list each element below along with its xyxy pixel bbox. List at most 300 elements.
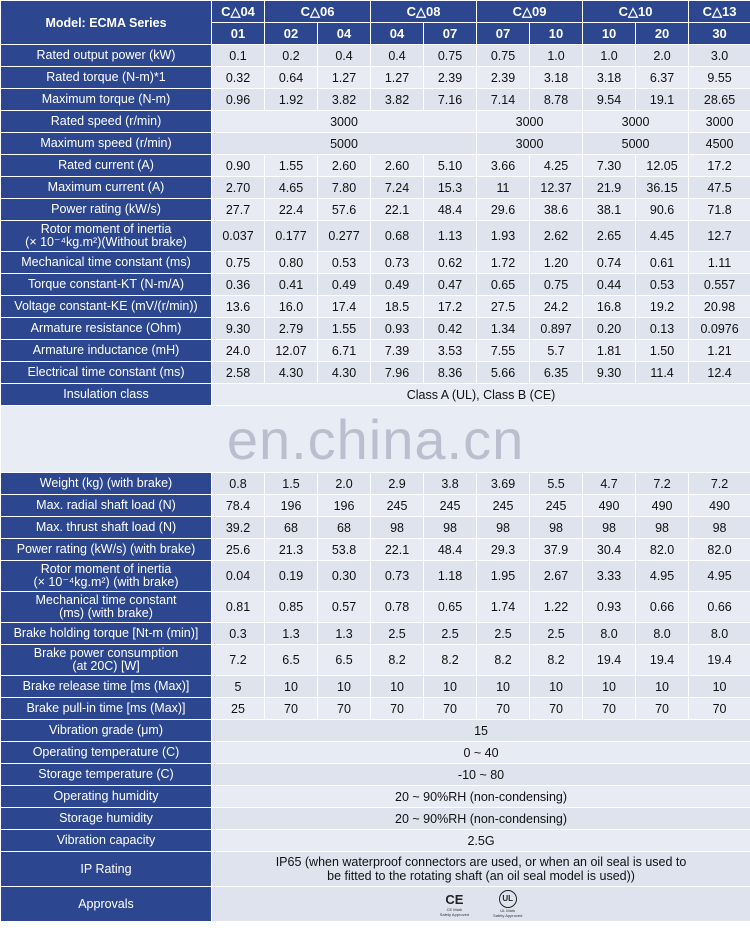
value-cell: 17.2 <box>424 296 477 318</box>
value-cell: 0.41 <box>265 274 318 296</box>
value-cell: 6.5 <box>265 645 318 676</box>
row-label: Storage temperature (C) <box>1 764 212 786</box>
table-row <box>1 296 750 318</box>
value-cell: 0.75 <box>477 45 530 67</box>
table-row <box>1 742 750 764</box>
value-cell: 68 <box>318 517 371 539</box>
table-row <box>1 45 750 67</box>
value-cell: 5.10 <box>424 155 477 177</box>
value-cell: 0.3 <box>212 623 265 645</box>
model-number-header: 07 <box>477 23 530 45</box>
value-cell: 3000 <box>477 111 583 133</box>
watermark-band <box>1 406 750 473</box>
table-row <box>1 592 750 623</box>
value-cell: 2.58 <box>212 362 265 384</box>
value-cell: 3000 <box>212 111 477 133</box>
value-cell: 47.5 <box>689 177 750 199</box>
value-cell: 7.2 <box>212 645 265 676</box>
value-cell: 5000 <box>212 133 477 155</box>
watermark-text: en.china.cn <box>226 407 525 471</box>
value-cell: 38.1 <box>583 199 636 221</box>
value-cell: 5 <box>212 676 265 698</box>
value-cell: 20 ~ 90%RH (non-condensing) <box>212 786 750 808</box>
value-cell: 2.0 <box>636 45 689 67</box>
value-cell: 22.1 <box>371 199 424 221</box>
value-cell: 1.93 <box>477 221 530 252</box>
value-cell: 2.39 <box>477 67 530 89</box>
value-cell: 48.4 <box>424 199 477 221</box>
value-cell: 10 <box>583 676 636 698</box>
value-cell: 9.30 <box>212 318 265 340</box>
value-cell: 8.2 <box>424 645 477 676</box>
table-row <box>1 177 750 199</box>
frame-header: C△04 <box>212 1 265 23</box>
value-cell: 7.80 <box>318 177 371 199</box>
value-cell: 1.0 <box>583 45 636 67</box>
row-label: Operating humidity <box>1 786 212 808</box>
value-cell: 5.7 <box>530 340 583 362</box>
value-cell: 13.6 <box>212 296 265 318</box>
value-cell: 4.25 <box>530 155 583 177</box>
value-cell: 0.80 <box>265 252 318 274</box>
row-label: Rotor moment of inertia (× 10⁻⁴kg.m²)(Without brake) <box>1 221 212 252</box>
value-cell: 0.64 <box>265 67 318 89</box>
value-cell: 0.90 <box>212 155 265 177</box>
row-label: Operating temperature (C) <box>1 742 212 764</box>
value-cell: 70 <box>689 698 750 720</box>
table-row <box>1 252 750 274</box>
value-cell: 12.37 <box>530 177 583 199</box>
value-cell: 21.3 <box>265 539 318 561</box>
value-cell: 3.33 <box>583 561 636 592</box>
value-cell: 4.95 <box>689 561 750 592</box>
value-cell: 7.96 <box>371 362 424 384</box>
value-cell: 4.30 <box>318 362 371 384</box>
value-cell: 3.18 <box>530 67 583 89</box>
value-cell: 1.81 <box>583 340 636 362</box>
model-number-header: 01 <box>212 23 265 45</box>
value-cell: 2.5 <box>371 623 424 645</box>
value-cell: 12.4 <box>689 362 750 384</box>
value-cell: 1.27 <box>318 67 371 89</box>
value-cell: 1.22 <box>530 592 583 623</box>
value-cell: 0.75 <box>212 252 265 274</box>
frame-header: C△09 <box>477 1 583 23</box>
value-cell: 3.0 <box>689 45 750 67</box>
value-cell: 9.55 <box>689 67 750 89</box>
value-cell: 7.2 <box>636 473 689 495</box>
value-cell: 1.92 <box>265 89 318 111</box>
value-cell: 17.2 <box>689 155 750 177</box>
table-row <box>1 89 750 111</box>
value-cell: 1.20 <box>530 252 583 274</box>
value-cell: 70 <box>371 698 424 720</box>
value-cell: 245 <box>424 495 477 517</box>
value-cell: 0.61 <box>636 252 689 274</box>
value-cell: 0.75 <box>424 45 477 67</box>
value-cell: 0.2 <box>265 45 318 67</box>
value-cell: 2.5 <box>530 623 583 645</box>
value-cell: 8.0 <box>689 623 750 645</box>
table-row <box>1 221 750 252</box>
value-cell: 3.69 <box>477 473 530 495</box>
value-cell: 38.6 <box>530 199 583 221</box>
value-cell: 3000 <box>583 111 689 133</box>
row-label: Brake pull-in time [ms (Max)] <box>1 698 212 720</box>
value-cell: 0.19 <box>265 561 318 592</box>
table-row <box>1 384 750 406</box>
value-cell: 12.7 <box>689 221 750 252</box>
value-cell: 2.62 <box>530 221 583 252</box>
value-cell: 5000 <box>583 133 689 155</box>
row-label: Rated current (A) <box>1 155 212 177</box>
value-cell: 3000 <box>689 111 750 133</box>
table-row <box>1 720 750 742</box>
value-cell: 0.62 <box>424 252 477 274</box>
value-cell: 28.65 <box>689 89 750 111</box>
value-cell: 0.8 <box>212 473 265 495</box>
ce-cert <box>440 892 469 917</box>
table-row <box>1 698 750 720</box>
value-cell: 6.35 <box>530 362 583 384</box>
value-cell: 0.53 <box>318 252 371 274</box>
value-cell: 70 <box>636 698 689 720</box>
row-label: Torque constant-KT (N-m/A) <box>1 274 212 296</box>
value-cell: 30.4 <box>583 539 636 561</box>
value-cell: 4.30 <box>265 362 318 384</box>
value-cell: 2.60 <box>371 155 424 177</box>
value-cell: 10 <box>265 676 318 698</box>
value-cell: 0.49 <box>371 274 424 296</box>
table-row <box>1 808 750 830</box>
value-cell: 4.7 <box>583 473 636 495</box>
table-row <box>1 561 750 592</box>
table-row <box>1 830 750 852</box>
ul-mark-icon: UL <box>499 890 517 908</box>
value-cell: 29.3 <box>477 539 530 561</box>
row-label: Maximum current (A) <box>1 177 212 199</box>
value-cell: 70 <box>265 698 318 720</box>
row-label: Brake holding torque [Nt-m (min)] <box>1 623 212 645</box>
table-row <box>1 340 750 362</box>
value-cell: 490 <box>583 495 636 517</box>
value-cell: 1.21 <box>689 340 750 362</box>
value-cell: 68 <box>265 517 318 539</box>
value-cell: 70 <box>477 698 530 720</box>
value-cell: 0.277 <box>318 221 371 252</box>
value-cell: 0.1 <box>212 45 265 67</box>
value-cell: 0.65 <box>477 274 530 296</box>
value-cell: 8.2 <box>530 645 583 676</box>
value-cell: 0.78 <box>371 592 424 623</box>
value-cell: 4.65 <box>265 177 318 199</box>
row-label: Electrical time constant (ms) <box>1 362 212 384</box>
value-cell: 0.42 <box>424 318 477 340</box>
value-cell: 78.4 <box>212 495 265 517</box>
table-row <box>1 676 750 698</box>
value-cell: 0.96 <box>212 89 265 111</box>
row-label: Approvals <box>1 887 212 922</box>
value-cell: 3.8 <box>424 473 477 495</box>
value-cell: 10 <box>424 676 477 698</box>
value-cell: 3.66 <box>477 155 530 177</box>
value-cell: 1.5 <box>265 473 318 495</box>
row-label: Brake power consumption (at 20C) [W] <box>1 645 212 676</box>
value-cell: 8.2 <box>477 645 530 676</box>
value-cell: 15.3 <box>424 177 477 199</box>
value-cell: 4500 <box>689 133 750 155</box>
frame-header: C△06 <box>265 1 371 23</box>
table-row <box>1 517 750 539</box>
value-cell: 1.18 <box>424 561 477 592</box>
value-cell: 0.037 <box>212 221 265 252</box>
value-cell: 0.85 <box>265 592 318 623</box>
value-cell: 1.11 <box>689 252 750 274</box>
ce-mark-icon: CE <box>445 891 464 907</box>
value-cell: 0.4 <box>318 45 371 67</box>
value-cell: 10 <box>689 676 750 698</box>
value-cell: 490 <box>636 495 689 517</box>
row-label: Vibration grade (μm) <box>1 720 212 742</box>
value-cell: 0.57 <box>318 592 371 623</box>
value-cell: 9.30 <box>583 362 636 384</box>
value-cell: 7.2 <box>689 473 750 495</box>
value-cell: -10 ~ 80 <box>212 764 750 786</box>
value-cell: 3.53 <box>424 340 477 362</box>
value-cell: 19.2 <box>636 296 689 318</box>
value-cell: 1.55 <box>265 155 318 177</box>
value-cell: Class A (UL), Class B (CE) <box>212 384 750 406</box>
value-cell: 7.24 <box>371 177 424 199</box>
value-cell: 22.4 <box>265 199 318 221</box>
value-cell: 2.0 <box>318 473 371 495</box>
value-cell: 71.8 <box>689 199 750 221</box>
value-cell: 70 <box>530 698 583 720</box>
row-label: Mechanical time constant (ms) (with brake) <box>1 592 212 623</box>
value-cell: 19.1 <box>636 89 689 111</box>
value-cell: 2.5 <box>424 623 477 645</box>
value-cell: 8.2 <box>371 645 424 676</box>
value-cell: 11.4 <box>636 362 689 384</box>
value-cell: 1.55 <box>318 318 371 340</box>
row-label: Maximum torque (N-m) <box>1 89 212 111</box>
value-cell: 1.50 <box>636 340 689 362</box>
value-cell: 0.53 <box>636 274 689 296</box>
value-cell: 21.9 <box>583 177 636 199</box>
value-cell: 19.4 <box>689 645 750 676</box>
value-cell: 8.36 <box>424 362 477 384</box>
model-number-header: 04 <box>318 23 371 45</box>
model-number-header: 10 <box>583 23 636 45</box>
row-label: Rotor moment of inertia (× 10⁻⁴kg.m²) (with brake) <box>1 561 212 592</box>
row-label: Insulation class <box>1 384 212 406</box>
value-cell: 245 <box>477 495 530 517</box>
value-cell: 98 <box>636 517 689 539</box>
value-cell: 0.44 <box>583 274 636 296</box>
value-cell: 10 <box>477 676 530 698</box>
value-cell: 2.5G <box>212 830 750 852</box>
row-label: IP Rating <box>1 852 212 887</box>
value-cell: 11 <box>477 177 530 199</box>
value-cell: 20 ~ 90%RH (non-condensing) <box>212 808 750 830</box>
row-label: Max. radial shaft load (N) <box>1 495 212 517</box>
value-cell: 5.66 <box>477 362 530 384</box>
value-cell: 12.05 <box>636 155 689 177</box>
table-row <box>1 887 750 922</box>
model-header: Model: ECMA Series <box>1 1 212 45</box>
value-cell: 0.66 <box>689 592 750 623</box>
row-label: Power rating (kW/s) (with brake) <box>1 539 212 561</box>
value-cell: 6.71 <box>318 340 371 362</box>
table-row <box>1 645 750 676</box>
value-cell: 3.18 <box>583 67 636 89</box>
table-row <box>1 274 750 296</box>
model-number-header: 20 <box>636 23 689 45</box>
approval-logos <box>212 890 750 918</box>
value-cell: 19.4 <box>583 645 636 676</box>
row-label: Weight (kg) (with brake) <box>1 473 212 495</box>
value-cell: 7.39 <box>371 340 424 362</box>
table-row <box>1 495 750 517</box>
value-cell: 0.49 <box>318 274 371 296</box>
value-cell: 98 <box>477 517 530 539</box>
value-cell: 0.13 <box>636 318 689 340</box>
value-cell: 82.0 <box>636 539 689 561</box>
value-cell: 1.95 <box>477 561 530 592</box>
value-cell: 22.1 <box>371 539 424 561</box>
value-cell: 0.04 <box>212 561 265 592</box>
row-label: Armature resistance (Ohm) <box>1 318 212 340</box>
table-row <box>1 764 750 786</box>
row-label: Max. thrust shaft load (N) <box>1 517 212 539</box>
value-cell: 0.36 <box>212 274 265 296</box>
value-cell: 53.8 <box>318 539 371 561</box>
row-label: Armature inductance (mH) <box>1 340 212 362</box>
value-cell: 1.27 <box>371 67 424 89</box>
table-row <box>1 199 750 221</box>
value-cell: 70 <box>424 698 477 720</box>
value-cell: 245 <box>371 495 424 517</box>
value-cell: 0.4 <box>371 45 424 67</box>
value-cell: 19.4 <box>636 645 689 676</box>
value-cell: 245 <box>530 495 583 517</box>
value-cell: 4.95 <box>636 561 689 592</box>
model-number-header: 02 <box>265 23 318 45</box>
value-cell: 7.14 <box>477 89 530 111</box>
model-number-header: 30 <box>689 23 750 45</box>
approvals-cell <box>212 887 750 922</box>
value-cell: 0.81 <box>212 592 265 623</box>
value-cell: 7.30 <box>583 155 636 177</box>
value-cell: 70 <box>318 698 371 720</box>
row-label: Rated output power (kW) <box>1 45 212 67</box>
table-row <box>1 133 750 155</box>
value-cell: 0.32 <box>212 67 265 89</box>
value-cell: 0.66 <box>636 592 689 623</box>
value-cell: 39.2 <box>212 517 265 539</box>
value-cell: IP65 (when waterproof connectors are used, or when an oil seal is used to be fitted to the rotating shaft (an oil seal model is used)) <box>212 852 750 887</box>
value-cell: 0 ~ 40 <box>212 742 750 764</box>
value-cell: 16.0 <box>265 296 318 318</box>
value-cell: 1.3 <box>318 623 371 645</box>
value-cell: 37.9 <box>530 539 583 561</box>
value-cell: 3.82 <box>371 89 424 111</box>
value-cell: 98 <box>371 517 424 539</box>
row-label: Rated speed (r/min) <box>1 111 212 133</box>
value-cell: 12.07 <box>265 340 318 362</box>
value-cell: 9.54 <box>583 89 636 111</box>
frame-header: C△08 <box>371 1 477 23</box>
value-cell: 90.6 <box>636 199 689 221</box>
value-cell: 70 <box>583 698 636 720</box>
row-label: Storage humidity <box>1 808 212 830</box>
row-label: Maximum speed (r/min) <box>1 133 212 155</box>
value-cell: 17.4 <box>318 296 371 318</box>
value-cell: 98 <box>530 517 583 539</box>
value-cell: 1.72 <box>477 252 530 274</box>
table-row <box>1 67 750 89</box>
value-cell: 27.7 <box>212 199 265 221</box>
value-cell: 1.74 <box>477 592 530 623</box>
value-cell: 98 <box>689 517 750 539</box>
model-number-header: 04 <box>371 23 424 45</box>
value-cell: 0.73 <box>371 252 424 274</box>
table-row <box>1 362 750 384</box>
value-cell: 0.75 <box>530 274 583 296</box>
ul-caption: UL Mark Safety Approved <box>493 908 523 918</box>
value-cell: 6.37 <box>636 67 689 89</box>
ce-caption: CE Mark Safety Approved <box>439 906 470 917</box>
value-cell: 0.30 <box>318 561 371 592</box>
ul-cert <box>493 890 522 918</box>
value-cell: 1.0 <box>530 45 583 67</box>
value-cell: 0.47 <box>424 274 477 296</box>
table-row <box>1 852 750 887</box>
value-cell: 98 <box>583 517 636 539</box>
value-cell: 10 <box>371 676 424 698</box>
row-label: Brake release time [ms (Max)] <box>1 676 212 698</box>
value-cell: 24.2 <box>530 296 583 318</box>
value-cell: 2.70 <box>212 177 265 199</box>
value-cell: 18.5 <box>371 296 424 318</box>
frame-header: C△10 <box>583 1 689 23</box>
model-number-header: 10 <box>530 23 583 45</box>
value-cell: 25.6 <box>212 539 265 561</box>
value-cell: 48.4 <box>424 539 477 561</box>
value-cell: 7.55 <box>477 340 530 362</box>
row-label: Rated torque (N-m)*1 <box>1 67 212 89</box>
value-cell: 0.93 <box>371 318 424 340</box>
value-cell: 36.15 <box>636 177 689 199</box>
value-cell: 2.39 <box>424 67 477 89</box>
table-row <box>1 111 750 133</box>
value-cell: 196 <box>318 495 371 517</box>
value-cell: 8.0 <box>636 623 689 645</box>
value-cell: 0.74 <box>583 252 636 274</box>
value-cell: 2.79 <box>265 318 318 340</box>
value-cell: 1.34 <box>477 318 530 340</box>
table-row <box>1 786 750 808</box>
value-cell: 3.82 <box>318 89 371 111</box>
row-label: Vibration capacity <box>1 830 212 852</box>
value-cell: 27.5 <box>477 296 530 318</box>
value-cell: 16.8 <box>583 296 636 318</box>
value-cell: 2.65 <box>583 221 636 252</box>
value-cell: 25 <box>212 698 265 720</box>
value-cell: 3000 <box>477 133 583 155</box>
value-cell: 98 <box>424 517 477 539</box>
value-cell: 15 <box>212 720 750 742</box>
